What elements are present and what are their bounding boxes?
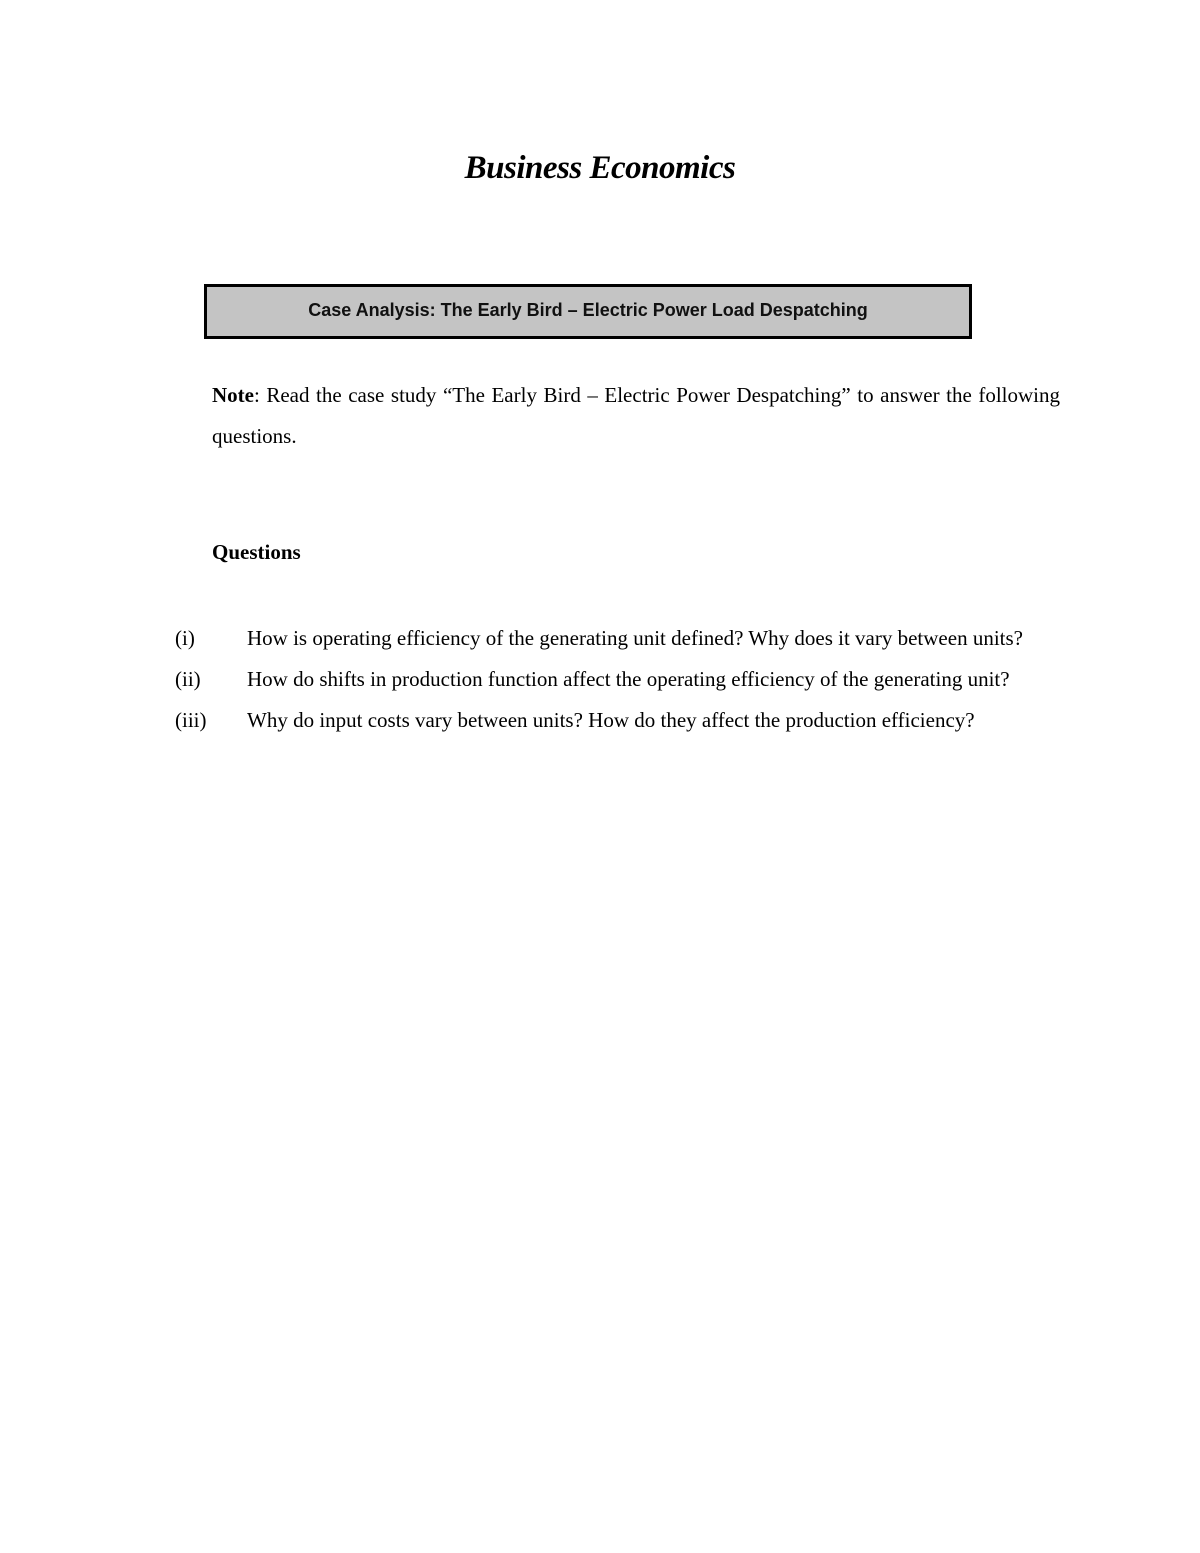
question-text: How is operating efficiency of the generating unit defined? Why does it vary between units? bbox=[247, 626, 1023, 650]
note-paragraph bbox=[212, 375, 1060, 457]
note-text: : Read the case study “The Early Bird – Electric Power Despatching” to answer the following questions. bbox=[212, 383, 1060, 448]
question-item bbox=[175, 659, 1060, 700]
questions-list bbox=[175, 618, 1060, 741]
note-label: Note bbox=[212, 383, 254, 407]
question-number: (iii) bbox=[175, 708, 207, 732]
case-banner-text: Case Analysis: The Early Bird – Electric Power Load Despatching bbox=[308, 300, 868, 320]
question-item bbox=[175, 700, 1060, 741]
questions-heading: Questions bbox=[212, 540, 301, 564]
question-number: (i) bbox=[175, 626, 195, 650]
document-title: Business Economics bbox=[464, 150, 736, 186]
question-number: (ii) bbox=[175, 667, 201, 691]
question-item bbox=[175, 618, 1060, 659]
case-banner-box bbox=[204, 284, 972, 339]
question-text: How do shifts in production function affect the operating efficiency of the generating unit? bbox=[247, 667, 1010, 691]
question-text: Why do input costs vary between units? How do they affect the production efficiency? bbox=[247, 708, 975, 732]
